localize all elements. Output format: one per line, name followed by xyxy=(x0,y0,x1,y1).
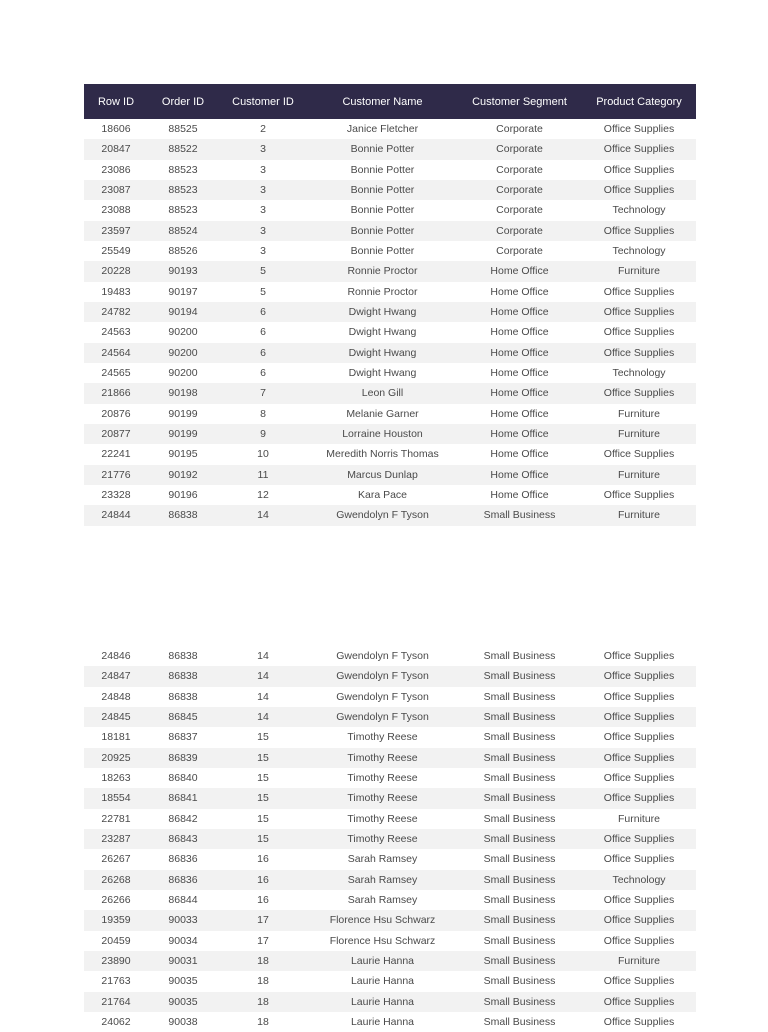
cell-product-category: Technology xyxy=(612,204,666,217)
cell-customer-name: Ronnie Proctor xyxy=(347,285,418,298)
table-row xyxy=(84,363,696,383)
cell-order-id: 88524 xyxy=(168,224,198,237)
cell-customer-id: 10 xyxy=(257,448,269,461)
table-row xyxy=(84,383,696,403)
cell-customer-name: Bonnie Potter xyxy=(350,245,415,258)
column-header-customer-id: Customer ID xyxy=(232,95,294,108)
cell-product-category: Office Supplies xyxy=(603,690,675,703)
cell-order-id: 86837 xyxy=(168,731,198,744)
cell-customer-name: Laurie Hanna xyxy=(350,955,415,968)
cell-customer-segment: Corporate xyxy=(496,123,543,136)
cell-customer-id: 18 xyxy=(257,975,269,988)
cell-customer-id: 14 xyxy=(257,690,269,703)
cell-customer-name: Timothy Reese xyxy=(347,731,418,744)
cell-customer-id: 3 xyxy=(260,163,266,176)
cell-customer-id: 2 xyxy=(260,123,266,136)
cell-order-id: 90199 xyxy=(168,428,198,441)
cell-row-id: 24846 xyxy=(101,650,131,663)
table-row xyxy=(84,322,696,342)
cell-customer-segment: Corporate xyxy=(496,184,543,197)
cell-product-category: Office Supplies xyxy=(603,387,675,400)
cell-customer-name: Bonnie Potter xyxy=(350,143,415,156)
table-row xyxy=(84,768,696,788)
cell-product-category: Technology xyxy=(612,367,666,380)
table-row xyxy=(84,971,696,991)
cell-customer-id: 17 xyxy=(257,934,269,947)
cell-customer-id: 17 xyxy=(257,914,269,927)
cell-customer-id: 14 xyxy=(257,670,269,683)
cell-product-category: Furniture xyxy=(617,509,660,522)
cell-customer-id: 16 xyxy=(257,853,269,866)
table-row xyxy=(84,1012,696,1032)
cell-product-category: Furniture xyxy=(617,407,660,420)
table-row xyxy=(84,829,696,849)
cell-row-id: 20459 xyxy=(101,934,131,947)
cell-product-category: Office Supplies xyxy=(603,448,675,461)
cell-order-id: 88522 xyxy=(168,143,198,156)
cell-customer-segment: Home Office xyxy=(490,428,549,441)
cell-customer-id: 11 xyxy=(257,468,269,481)
cell-customer-id: 8 xyxy=(260,407,266,420)
cell-order-id: 88523 xyxy=(168,163,198,176)
cell-product-category: Furniture xyxy=(617,265,660,278)
cell-row-id: 24847 xyxy=(101,670,131,683)
table-row xyxy=(84,444,696,464)
cell-order-id: 86840 xyxy=(168,772,198,785)
cell-customer-segment: Home Office xyxy=(490,306,549,319)
cell-customer-segment: Small Business xyxy=(483,873,556,886)
cell-order-id: 86838 xyxy=(168,650,198,663)
cell-row-id: 23086 xyxy=(101,163,131,176)
cell-customer-segment: Corporate xyxy=(496,245,543,258)
cell-customer-segment: Home Office xyxy=(490,387,549,400)
cell-customer-name: Bonnie Potter xyxy=(350,163,415,176)
cell-product-category: Furniture xyxy=(617,428,660,441)
cell-row-id: 20877 xyxy=(101,428,131,441)
cell-customer-id: 14 xyxy=(257,711,269,724)
cell-order-id: 90200 xyxy=(168,346,198,359)
cell-order-id: 88523 xyxy=(168,204,198,217)
cell-order-id: 86836 xyxy=(168,873,198,886)
cell-customer-name: Gwendolyn F Tyson xyxy=(336,711,429,724)
table-row xyxy=(84,261,696,281)
cell-row-id: 24565 xyxy=(101,367,131,380)
cell-customer-name: Timothy Reese xyxy=(347,833,418,846)
cell-customer-name: Janice Fletcher xyxy=(346,123,419,136)
cell-customer-id: 15 xyxy=(257,833,269,846)
table-row xyxy=(84,139,696,159)
cell-customer-segment: Small Business xyxy=(483,509,556,522)
cell-customer-id: 14 xyxy=(257,650,269,663)
cell-customer-name: Lorraine Houston xyxy=(342,428,423,441)
cell-product-category: Office Supplies xyxy=(603,650,675,663)
cell-customer-name: Leon Gill xyxy=(361,387,404,400)
cell-order-id: 86844 xyxy=(168,894,198,907)
cell-customer-id: 15 xyxy=(257,731,269,744)
table-row xyxy=(84,890,696,910)
cell-customer-name: Gwendolyn F Tyson xyxy=(336,650,429,663)
cell-customer-name: Kara Pace xyxy=(357,489,408,502)
cell-product-category: Technology xyxy=(612,245,666,258)
cell-product-category: Office Supplies xyxy=(603,934,675,947)
table-row xyxy=(84,809,696,829)
cell-order-id: 90035 xyxy=(168,975,198,988)
cell-customer-segment: Home Office xyxy=(490,468,549,481)
cell-customer-name: Dwight Hwang xyxy=(348,367,417,380)
cell-customer-segment: Small Business xyxy=(483,650,556,663)
cell-row-id: 24848 xyxy=(101,690,131,703)
cell-customer-id: 15 xyxy=(257,812,269,825)
cell-customer-segment: Corporate xyxy=(496,204,543,217)
cell-order-id: 90198 xyxy=(168,387,198,400)
cell-customer-name: Bonnie Potter xyxy=(350,184,415,197)
table-row xyxy=(84,424,696,444)
cell-customer-id: 16 xyxy=(257,873,269,886)
table-row xyxy=(84,687,696,707)
cell-product-category: Furniture xyxy=(617,468,660,481)
cell-customer-segment: Home Office xyxy=(490,326,549,339)
cell-customer-segment: Home Office xyxy=(490,265,549,278)
table-row xyxy=(84,870,696,890)
cell-customer-name: Marcus Dunlap xyxy=(347,468,418,481)
cell-product-category: Office Supplies xyxy=(603,326,675,339)
cell-customer-name: Timothy Reese xyxy=(347,772,418,785)
cell-row-id: 19359 xyxy=(101,914,131,927)
cell-customer-id: 3 xyxy=(260,204,266,217)
cell-customer-id: 7 xyxy=(260,387,266,400)
cell-order-id: 90033 xyxy=(168,914,198,927)
cell-customer-name: Timothy Reese xyxy=(347,751,418,764)
cell-customer-id: 6 xyxy=(260,346,266,359)
table-row xyxy=(84,727,696,747)
table-row xyxy=(84,646,696,666)
table-header xyxy=(84,84,696,119)
cell-order-id: 90195 xyxy=(168,448,198,461)
cell-row-id: 24564 xyxy=(101,346,131,359)
cell-order-id: 86843 xyxy=(168,833,198,846)
cell-customer-name: Meredith Norris Thomas xyxy=(326,448,439,461)
cell-order-id: 88526 xyxy=(168,245,198,258)
cell-product-category: Office Supplies xyxy=(603,751,675,764)
cell-customer-id: 6 xyxy=(260,326,266,339)
cell-row-id: 23087 xyxy=(101,184,131,197)
cell-customer-segment: Small Business xyxy=(483,751,556,764)
cell-customer-id: 15 xyxy=(257,772,269,785)
cell-customer-id: 14 xyxy=(257,509,269,522)
table-row xyxy=(84,404,696,424)
cell-product-category: Office Supplies xyxy=(603,1016,675,1029)
cell-order-id: 86838 xyxy=(168,509,198,522)
cell-customer-segment: Small Business xyxy=(483,975,556,988)
cell-customer-segment: Small Business xyxy=(483,995,556,1008)
cell-customer-segment: Small Business xyxy=(483,833,556,846)
table-row xyxy=(84,119,696,139)
data-table-page-1 xyxy=(84,84,696,526)
cell-customer-name: Sarah Ramsey xyxy=(347,853,418,866)
cell-order-id: 88525 xyxy=(168,123,198,136)
cell-product-category: Furniture xyxy=(617,955,660,968)
cell-product-category: Office Supplies xyxy=(603,224,675,237)
cell-customer-id: 16 xyxy=(257,894,269,907)
cell-product-category: Technology xyxy=(612,873,666,886)
cell-customer-id: 3 xyxy=(260,143,266,156)
cell-product-category: Office Supplies xyxy=(603,894,675,907)
cell-customer-id: 18 xyxy=(257,955,269,968)
cell-customer-name: Bonnie Potter xyxy=(350,224,415,237)
column-header-product-category: Product Category xyxy=(596,95,682,108)
cell-customer-id: 15 xyxy=(257,792,269,805)
cell-customer-id: 6 xyxy=(260,306,266,319)
cell-product-category: Office Supplies xyxy=(603,833,675,846)
cell-customer-segment: Home Office xyxy=(490,489,549,502)
cell-customer-id: 5 xyxy=(260,265,266,278)
cell-customer-segment: Small Business xyxy=(483,955,556,968)
cell-order-id: 90031 xyxy=(168,955,198,968)
table-row xyxy=(84,343,696,363)
table-body xyxy=(84,646,696,1032)
cell-customer-segment: Home Office xyxy=(490,407,549,420)
cell-customer-segment: Home Office xyxy=(490,285,549,298)
cell-order-id: 86838 xyxy=(168,670,198,683)
cell-customer-segment: Corporate xyxy=(496,143,543,156)
cell-order-id: 90034 xyxy=(168,934,198,947)
cell-order-id: 90193 xyxy=(168,265,198,278)
cell-order-id: 90194 xyxy=(168,306,198,319)
cell-product-category: Office Supplies xyxy=(603,123,675,136)
table-row xyxy=(84,931,696,951)
cell-order-id: 90197 xyxy=(168,285,198,298)
cell-customer-name: Sarah Ramsey xyxy=(347,873,418,886)
cell-order-id: 86838 xyxy=(168,690,198,703)
cell-order-id: 86836 xyxy=(168,853,198,866)
table-row xyxy=(84,788,696,808)
table-row xyxy=(84,951,696,971)
cell-row-id: 18263 xyxy=(101,772,131,785)
cell-row-id: 22781 xyxy=(101,812,131,825)
cell-customer-id: 6 xyxy=(260,367,266,380)
cell-customer-segment: Home Office xyxy=(490,346,549,359)
cell-row-id: 18554 xyxy=(101,792,131,805)
cell-order-id: 90192 xyxy=(168,468,198,481)
cell-row-id: 20228 xyxy=(101,265,131,278)
table-row xyxy=(84,992,696,1012)
cell-customer-name: Dwight Hwang xyxy=(348,326,417,339)
cell-order-id: 88523 xyxy=(168,184,198,197)
table-row xyxy=(84,910,696,930)
cell-order-id: 90200 xyxy=(168,326,198,339)
cell-product-category: Office Supplies xyxy=(603,914,675,927)
cell-product-category: Office Supplies xyxy=(603,792,675,805)
cell-customer-id: 3 xyxy=(260,224,266,237)
cell-order-id: 90200 xyxy=(168,367,198,380)
cell-row-id: 24563 xyxy=(101,326,131,339)
cell-product-category: Office Supplies xyxy=(603,772,675,785)
cell-customer-segment: Small Business xyxy=(483,731,556,744)
cell-customer-name: Florence Hsu Schwarz xyxy=(329,914,436,927)
table-row xyxy=(84,505,696,525)
cell-product-category: Office Supplies xyxy=(603,853,675,866)
cell-row-id: 23328 xyxy=(101,489,131,502)
cell-row-id: 23597 xyxy=(101,224,131,237)
cell-product-category: Office Supplies xyxy=(603,306,675,319)
cell-row-id: 24844 xyxy=(101,509,131,522)
cell-row-id: 24845 xyxy=(101,711,131,724)
table-row xyxy=(84,748,696,768)
table-row xyxy=(84,707,696,727)
cell-row-id: 21763 xyxy=(101,975,131,988)
cell-customer-segment: Small Business xyxy=(483,711,556,724)
cell-customer-segment: Small Business xyxy=(483,670,556,683)
column-header-customer-segment: Customer Segment xyxy=(472,95,567,108)
cell-row-id: 26268 xyxy=(101,873,131,886)
cell-row-id: 24062 xyxy=(101,1016,131,1029)
cell-order-id: 90038 xyxy=(168,1016,198,1029)
cell-customer-name: Bonnie Potter xyxy=(350,204,415,217)
cell-row-id: 22241 xyxy=(101,448,131,461)
cell-customer-segment: Corporate xyxy=(496,224,543,237)
cell-row-id: 26267 xyxy=(101,853,131,866)
cell-order-id: 86842 xyxy=(168,812,198,825)
table-row xyxy=(84,160,696,180)
cell-customer-name: Gwendolyn F Tyson xyxy=(336,509,429,522)
cell-customer-segment: Small Business xyxy=(483,792,556,805)
cell-customer-id: 3 xyxy=(260,184,266,197)
cell-customer-segment: Small Business xyxy=(483,812,556,825)
cell-customer-name: Gwendolyn F Tyson xyxy=(336,670,429,683)
cell-customer-id: 15 xyxy=(257,751,269,764)
table-body xyxy=(84,119,696,526)
cell-customer-name: Sarah Ramsey xyxy=(347,894,418,907)
cell-product-category: Office Supplies xyxy=(603,285,675,298)
column-header-customer-name: Customer Name xyxy=(342,95,423,108)
cell-customer-segment: Home Office xyxy=(490,367,549,380)
table-row xyxy=(84,180,696,200)
cell-row-id: 18181 xyxy=(101,731,131,744)
cell-product-category: Office Supplies xyxy=(603,731,675,744)
cell-product-category: Office Supplies xyxy=(603,670,675,683)
cell-customer-segment: Small Business xyxy=(483,1016,556,1029)
column-header-row-id: Row ID xyxy=(97,95,135,108)
table-row xyxy=(84,465,696,485)
cell-row-id: 24782 xyxy=(101,306,131,319)
cell-order-id: 90199 xyxy=(168,407,198,420)
cell-order-id: 86841 xyxy=(168,792,198,805)
cell-customer-segment: Small Business xyxy=(483,934,556,947)
table-row xyxy=(84,200,696,220)
table-row xyxy=(84,221,696,241)
table-row xyxy=(84,282,696,302)
cell-customer-segment: Small Business xyxy=(483,772,556,785)
cell-product-category: Office Supplies xyxy=(603,184,675,197)
cell-customer-name: Melanie Garner xyxy=(346,407,419,420)
cell-row-id: 21866 xyxy=(101,387,131,400)
cell-customer-name: Laurie Hanna xyxy=(350,975,415,988)
cell-customer-id: 9 xyxy=(260,428,266,441)
cell-row-id: 19483 xyxy=(101,285,131,298)
cell-order-id: 90196 xyxy=(168,489,198,502)
cell-customer-name: Ronnie Proctor xyxy=(347,265,418,278)
cell-row-id: 20847 xyxy=(101,143,131,156)
cell-customer-segment: Small Business xyxy=(483,914,556,927)
cell-row-id: 20876 xyxy=(101,407,131,420)
cell-customer-id: 12 xyxy=(257,489,269,502)
cell-row-id: 25549 xyxy=(101,245,131,258)
cell-row-id: 18606 xyxy=(101,123,131,136)
cell-row-id: 21764 xyxy=(101,995,131,1008)
cell-order-id: 90035 xyxy=(168,995,198,1008)
cell-customer-name: Gwendolyn F Tyson xyxy=(336,690,429,703)
cell-customer-segment: Small Business xyxy=(483,690,556,703)
table-row xyxy=(84,849,696,869)
cell-customer-segment: Small Business xyxy=(483,853,556,866)
cell-customer-name: Dwight Hwang xyxy=(348,346,417,359)
cell-order-id: 86839 xyxy=(168,751,198,764)
cell-customer-segment: Small Business xyxy=(483,894,556,907)
cell-customer-name: Timothy Reese xyxy=(347,812,418,825)
table-row xyxy=(84,302,696,322)
cell-customer-id: 18 xyxy=(257,995,269,1008)
cell-customer-name: Laurie Hanna xyxy=(350,1016,415,1029)
cell-product-category: Office Supplies xyxy=(603,711,675,724)
cell-customer-name: Timothy Reese xyxy=(347,792,418,805)
cell-order-id: 86845 xyxy=(168,711,198,724)
cell-product-category: Office Supplies xyxy=(603,163,675,176)
cell-product-category: Office Supplies xyxy=(603,143,675,156)
cell-customer-name: Dwight Hwang xyxy=(348,306,417,319)
data-table-page-2 xyxy=(84,646,696,1032)
column-header-order-id: Order ID xyxy=(161,95,205,108)
cell-product-category: Furniture xyxy=(617,812,660,825)
cell-customer-id: 5 xyxy=(260,285,266,298)
cell-row-id: 23287 xyxy=(101,833,131,846)
cell-row-id: 20925 xyxy=(101,751,131,764)
cell-customer-segment: Home Office xyxy=(490,448,549,461)
cell-product-category: Office Supplies xyxy=(603,346,675,359)
cell-customer-id: 18 xyxy=(257,1016,269,1029)
cell-row-id: 26266 xyxy=(101,894,131,907)
cell-product-category: Office Supplies xyxy=(603,995,675,1008)
cell-row-id: 21776 xyxy=(101,468,131,481)
cell-product-category: Office Supplies xyxy=(603,975,675,988)
cell-customer-name: Laurie Hanna xyxy=(350,995,415,1008)
cell-customer-id: 3 xyxy=(260,245,266,258)
table-row xyxy=(84,485,696,505)
cell-customer-name: Florence Hsu Schwarz xyxy=(329,934,436,947)
cell-customer-segment: Corporate xyxy=(496,163,543,176)
cell-row-id: 23088 xyxy=(101,204,131,217)
cell-product-category: Office Supplies xyxy=(603,489,675,502)
table-row xyxy=(84,241,696,261)
table-row xyxy=(84,666,696,686)
cell-row-id: 23890 xyxy=(101,955,131,968)
